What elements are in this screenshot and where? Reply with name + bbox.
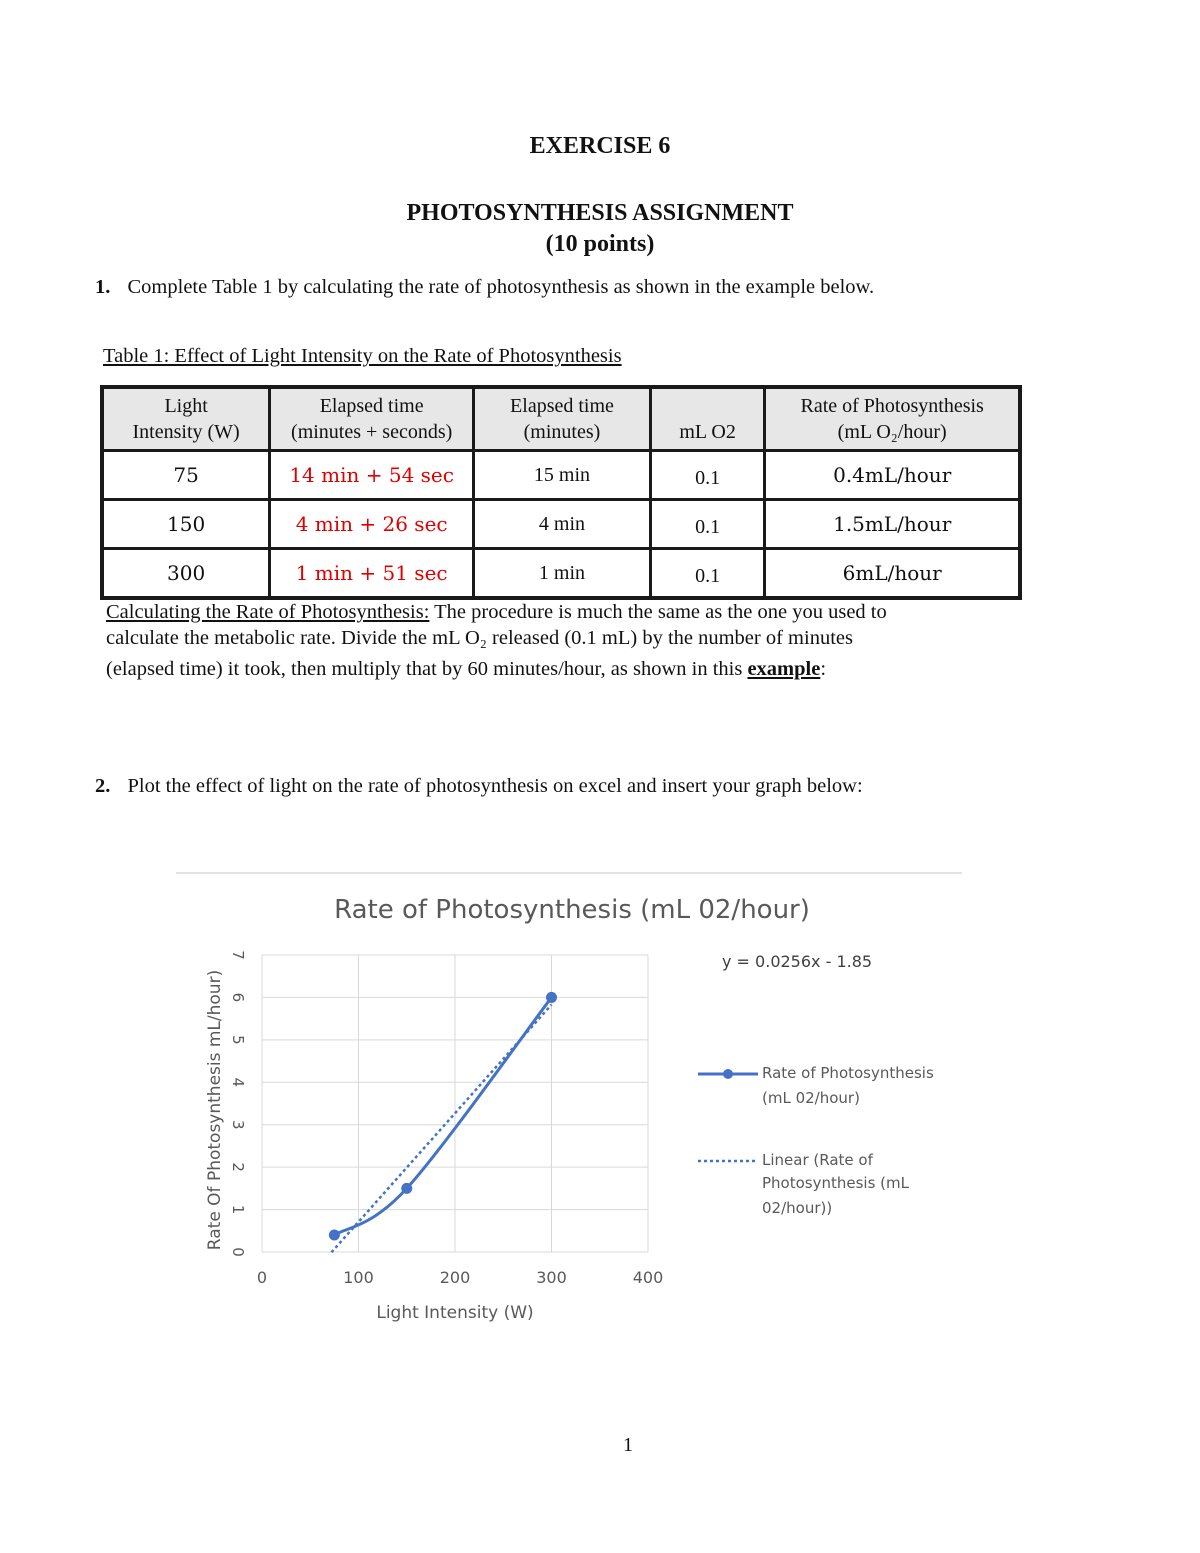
legend-trend-label-3: 02/hour)) (762, 1199, 833, 1217)
data-point (546, 992, 557, 1003)
x-axis-ticks (257, 1268, 663, 1287)
y-tick-label: 3 (229, 1119, 247, 1130)
cell-elapsed-min: 1 min (474, 549, 651, 599)
x-tick-label: 100 (343, 1268, 374, 1287)
cell-elapsed-min: 4 min (474, 500, 651, 549)
data-point (401, 1183, 412, 1194)
y-tick-label: 4 (229, 1077, 247, 1088)
trend-equation: y = 0.0256x - 1.85 (722, 952, 873, 971)
cell-rate: 1.5mL/hour (765, 500, 1020, 549)
x-tick-label: 300 (536, 1268, 567, 1287)
header-light-intensity: Light Intensity (W) (102, 387, 270, 451)
y-tick-label: 0 (229, 1247, 247, 1257)
series-points (329, 992, 557, 1241)
y-tick-label: 2 (229, 1162, 247, 1172)
question-1-number: 1. (95, 276, 111, 298)
calc-line-2: calculate the metabolic rate. Divide the mL O₂ released (0.1 mL) by the number of minutes (106, 627, 853, 649)
points-label: (10 points) (545, 231, 655, 257)
chart-gridlines (262, 955, 648, 1252)
cell-rate: 6mL/hour (765, 549, 1020, 599)
y-axis-label: Rate Of Photosynthesis mL/hour) (205, 969, 225, 1251)
cell-light: 150 (102, 500, 270, 549)
header-elapsed-min-sec: Elapsed time (minutes + seconds) (270, 387, 474, 451)
cell-ml-o2: 0.1 (650, 500, 764, 549)
header-rate: Rate of Photosynthesis (mL O₂/hour) (765, 387, 1020, 451)
x-axis-label: Light Intensity (W) (376, 1303, 534, 1323)
y-tick-label: 6 (229, 992, 247, 1003)
calc-line-3-end: : (820, 658, 827, 680)
calc-line-1-text: The procedure is much the same as the one you used to (429, 601, 887, 623)
question-2-number: 2. (95, 775, 111, 797)
series-line (334, 997, 551, 1235)
legend-series-marker (723, 1069, 733, 1079)
y-axis-ticks (229, 950, 247, 1257)
cell-light: 300 (102, 549, 270, 599)
cell-elapsed-min-sec: 14 min + 54 sec (270, 451, 474, 500)
header-ml-o2: mL O2 (650, 387, 764, 451)
cell-ml-o2: 0.1 (650, 549, 764, 599)
calc-line-3-text: (elapsed time) it took, then multiply that by 60 minutes/hour, as shown in this (106, 658, 748, 680)
cell-light: 75 (102, 451, 270, 500)
y-tick-label: 5 (229, 1035, 247, 1045)
legend-series-label-1: Rate of Photosynthesis (762, 1064, 934, 1082)
data-point (329, 1230, 340, 1241)
legend-trend-label-2: Photosynthesis (mL (762, 1174, 909, 1192)
table-caption: Table 1: Effect of Light Intensity on the Rate of Photosynthesis (103, 345, 622, 367)
cell-elapsed-min-sec: 1 min + 51 sec (270, 549, 474, 599)
legend-series-label-2: (mL 02/hour) (762, 1089, 860, 1107)
question-2-text: Plot the effect of light on the rate of photosynthesis on excel and insert your graph below: (127, 775, 863, 797)
cell-rate: 0.4mL/hour (765, 451, 1020, 500)
example-link: example (747, 658, 821, 680)
y-tick-label: 1 (229, 1204, 247, 1215)
x-tick-label: 200 (439, 1268, 471, 1287)
exercise-title: EXERCISE 6 (529, 133, 671, 159)
cell-elapsed-min: 15 min (474, 451, 651, 500)
x-tick-label: 0 (256, 1268, 268, 1287)
chart-title: Rate of Photosynthesis (mL 02/hour) (334, 895, 810, 925)
question-1-text: Complete Table 1 by calculating the rate of photosynthesis as shown in the example below. (127, 276, 875, 298)
legend (698, 1064, 934, 1217)
calc-heading: Calculating the Rate of Photosynthesis: (106, 601, 430, 623)
cell-ml-o2: 0.1 (650, 451, 764, 500)
y-tick-label: 7 (229, 950, 247, 960)
header-elapsed-min: Elapsed time (minutes) (474, 387, 651, 451)
legend-trend-label-1: Linear (Rate of (762, 1151, 873, 1169)
assignment-title: PHOTOSYNTHESIS ASSIGNMENT (406, 200, 794, 226)
page-number: 1 (623, 1434, 633, 1456)
x-tick-label: 400 (632, 1268, 664, 1287)
cell-elapsed-min-sec: 4 min + 26 sec (270, 500, 474, 549)
